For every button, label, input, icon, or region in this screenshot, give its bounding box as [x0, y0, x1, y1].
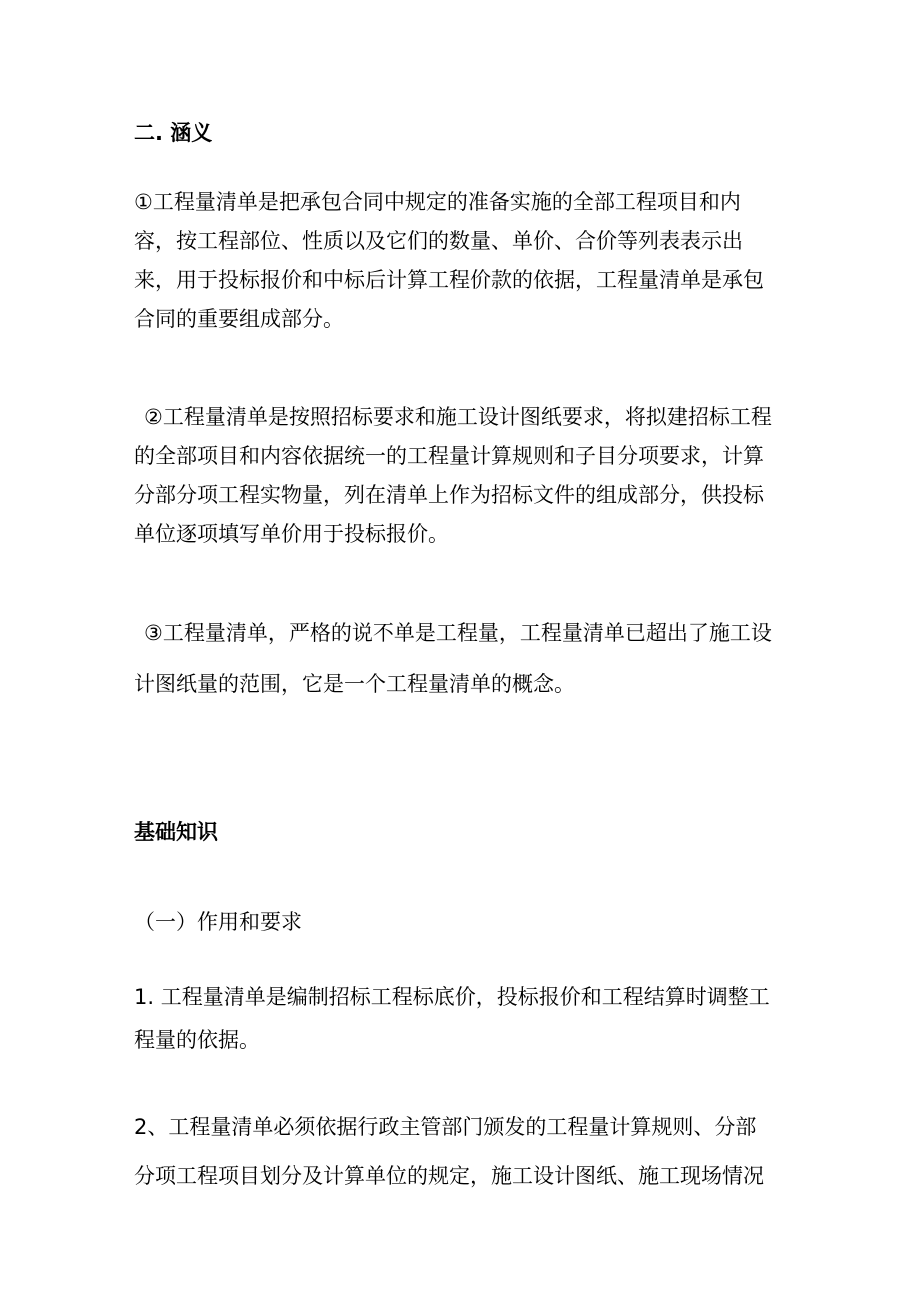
paragraph-line: ①工程量清单是把承包合同中规定的准备实施的全部工程项目和内 — [134, 190, 741, 214]
paragraph-line: ②工程量清单是按照招标要求和施工设计图纸要求，将拟建招标工程 — [144, 405, 772, 429]
paragraph-line: 容，按工程部位、性质以及它们的数量、单价、合价等列表表示出 — [134, 229, 743, 253]
meaning-paragraph-1 — [134, 183, 794, 339]
meaning-paragraph-2 — [134, 398, 804, 437]
meaning-paragraph-3 — [134, 614, 804, 653]
section-title — [134, 114, 794, 153]
paragraph-line: 的全部项目和内容依据统一的工程量计算规则和子目分项要求，计算 — [134, 444, 764, 468]
list-item-2 — [134, 1108, 794, 1196]
meaning-paragraph-3-cont — [134, 665, 794, 704]
paragraph-line: 计图纸量的范围，它是一个工程量清单的概念。 — [134, 672, 575, 696]
subsection-title — [134, 903, 794, 942]
basics-title-text: 基础知识 — [134, 820, 218, 844]
basics-title — [134, 813, 794, 852]
paragraph-line: 程量的依据。 — [134, 1028, 260, 1052]
paragraph-line: 单位逐项填写单价用于投标报价。 — [134, 522, 449, 546]
meaning-paragraph-2-cont — [134, 437, 794, 554]
paragraph-line: 2、工程量清单必须依据行政主管部门颁发的工程量计算规则、分部 — [134, 1115, 757, 1139]
paragraph-line: 1. 工程量清单是编制招标工程标底价，投标报价和工程结算时调整工 — [134, 985, 770, 1009]
paragraph-line: 分项工程项目划分及计算单位的规定，施工设计图纸、施工现场情况 — [134, 1164, 764, 1188]
paragraph-line: ③工程量清单，严格的说不单是工程量，工程量清单已超出了施工设 — [144, 621, 772, 645]
paragraph-line: 来，用于投标报价和中标后计算工程价款的依据，工程量清单是承包 — [134, 268, 764, 292]
list-item-1 — [134, 978, 794, 1060]
paragraph-line: 分部分项工程实物量，列在清单上作为招标文件的组成部分，供投标 — [134, 483, 764, 507]
paragraph-line: 合同的重要组成部分。 — [134, 307, 344, 331]
subsection-title-text: （一）作用和要求 — [134, 910, 302, 934]
section-title-text: 二. 涵义 — [134, 121, 213, 145]
